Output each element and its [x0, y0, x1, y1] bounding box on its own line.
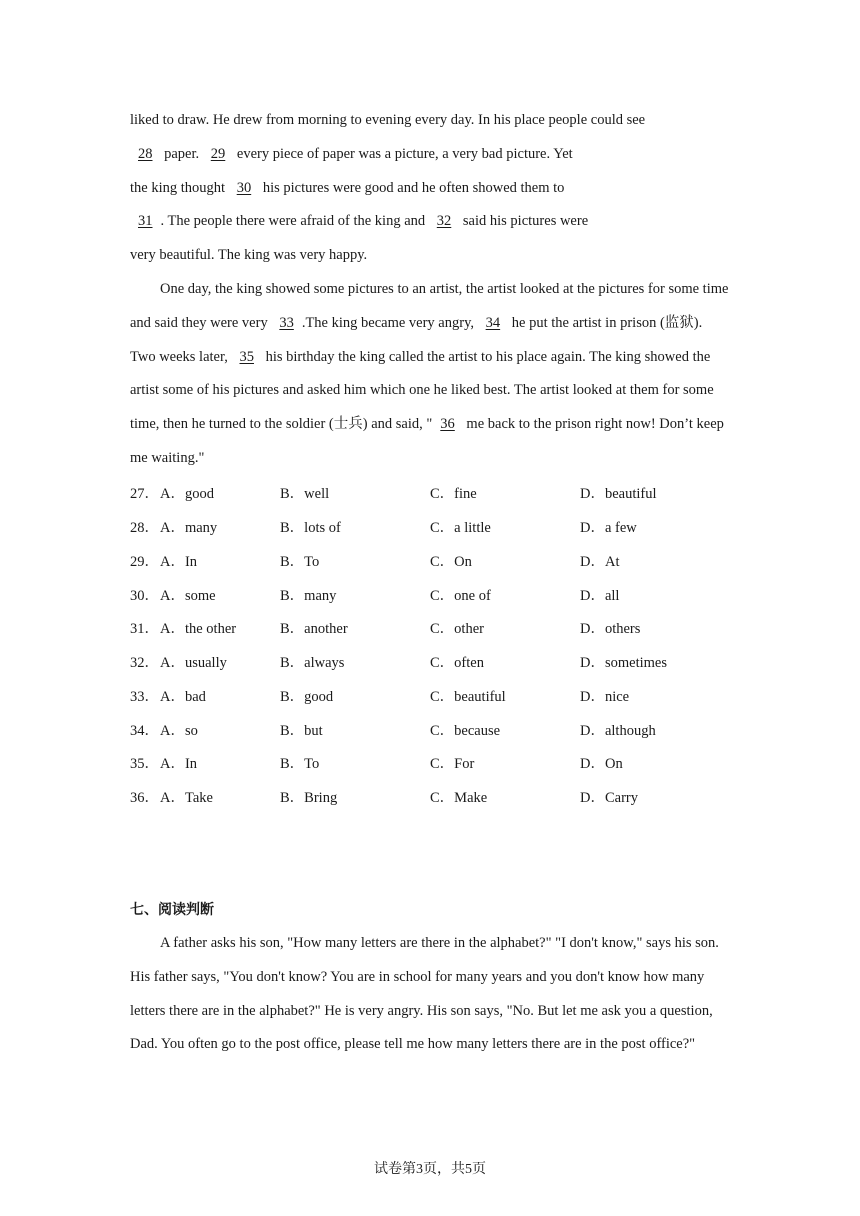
passage-text: One day, the king showed some pictures to an artist, the artist looked at the pictures for some time and said they were very	[130, 280, 729, 331]
question-number: 34．	[130, 723, 159, 739]
option-a: A．Take	[160, 790, 213, 806]
passage-line	[130, 104, 730, 138]
option-a: A．the other	[160, 621, 237, 637]
passage-text: .The king became very angry,	[301, 314, 478, 331]
passage-text: liked to draw. He drew from morning to evening every day. In his place people could see	[130, 112, 646, 128]
option-c: C．one of	[430, 588, 491, 604]
blank-34: 34	[485, 314, 501, 331]
passage-text: very beautiful. The king was very happy.	[130, 247, 368, 264]
question-number: 30．	[130, 588, 159, 604]
option-a: A．In	[160, 756, 198, 772]
question-row	[130, 680, 750, 714]
passage-line	[130, 239, 730, 273]
passage-text: every piece of paper was a picture, a very bad picture. Yet	[233, 145, 573, 162]
question-row	[130, 747, 750, 781]
option-c: C．other	[430, 621, 484, 637]
option-b: B．To	[280, 756, 320, 772]
option-b: B．another	[280, 621, 348, 637]
cloze-passage	[130, 104, 730, 476]
section-title: 七、阅读判断	[130, 902, 214, 918]
blank-32: 32	[436, 213, 452, 230]
option-d: D．Carry	[580, 790, 638, 806]
question-row	[130, 477, 750, 511]
option-d: D．sometimes	[580, 655, 667, 671]
passage-text: said his pictures were	[459, 213, 589, 230]
blank-28: 28	[138, 145, 153, 162]
question-number: 33．	[130, 689, 159, 705]
option-b: B．well	[280, 486, 330, 502]
blank-33: 33	[279, 314, 294, 331]
option-d: D．a few	[580, 520, 637, 536]
blank-35: 35	[239, 348, 254, 365]
option-a: A．so	[160, 723, 198, 739]
question-row	[130, 579, 750, 613]
option-a: A．some	[160, 588, 216, 604]
passage-text: the king thought	[130, 179, 229, 196]
passage-text: his birthday the king called the artist to his place again. The king showed the artist some of his pictures and asked him which one he liked best. The artist looked at them for some time, then he turned to the soldier (士兵) and said, "	[130, 348, 714, 433]
question-number: 28．	[130, 520, 159, 536]
option-b: B．lots of	[280, 520, 341, 536]
option-a: A．bad	[160, 689, 206, 705]
passage-line	[130, 205, 730, 239]
passage-text: his pictures were good and he often showed them to	[259, 179, 565, 196]
question-number: 32．	[130, 655, 159, 671]
option-d: D．all	[580, 588, 620, 604]
option-d: D．others	[580, 621, 641, 637]
question-number: 27．	[130, 486, 159, 502]
option-a: A．usually	[160, 655, 227, 671]
question-row	[130, 511, 750, 545]
question-number: 36．	[130, 790, 159, 806]
option-a: A．good	[160, 486, 214, 502]
option-d: D．On	[580, 756, 623, 772]
passage-text: he put the artist in prison (监狱). Two weeks later,	[130, 314, 703, 365]
option-c: C．a little	[430, 520, 491, 536]
blank-29: 29	[210, 145, 226, 162]
option-b: B．many	[280, 588, 337, 604]
passage-text: me back to the prison right now! Don’t keep me waiting."	[130, 416, 724, 466]
reading-text: A father asks his son, "How many letters are there in the alphabet?" "I don't know," says his son. His father says, "You don't know? You are in school for many years and you don't know how many letters there are in the alphabet?" He is very angry. His son says, "No. But let me ask you a question, Dad. You often go to the post office, please tell me how many letters there are in the post office?"	[130, 935, 719, 1053]
option-d: D．At	[580, 554, 620, 570]
option-b: B．good	[280, 689, 334, 705]
option-c: C．because	[430, 723, 501, 739]
option-c: C．Make	[430, 790, 488, 806]
option-a: A．many	[160, 520, 218, 536]
option-c: C．often	[430, 655, 484, 671]
question-row	[130, 612, 750, 646]
question-row	[130, 781, 750, 815]
passage-text: . The people there were afraid of the king and	[160, 213, 429, 230]
passage-paragraph-2	[130, 273, 730, 476]
option-d: D．nice	[580, 689, 630, 705]
question-row	[130, 545, 750, 579]
question-row	[130, 646, 750, 680]
question-number: 29．	[130, 554, 159, 570]
blank-36: 36	[440, 416, 455, 433]
option-b: B．To	[280, 554, 320, 570]
option-d: D．beautiful	[580, 486, 657, 502]
option-a: A．In	[160, 554, 198, 570]
blank-30: 30	[236, 179, 252, 196]
reading-passage	[130, 927, 730, 1062]
passage-line	[130, 172, 730, 206]
option-b: B．Bring	[280, 790, 338, 806]
option-b: B．but	[280, 723, 323, 739]
question-number: 35．	[130, 756, 159, 772]
passage-text: paper.	[160, 145, 203, 162]
option-c: C．On	[430, 554, 472, 570]
question-row	[130, 714, 750, 748]
option-c: C．beautiful	[430, 689, 506, 705]
page-footer: 试卷第3页，共5页	[374, 1162, 486, 1177]
blank-31: 31	[138, 213, 153, 230]
option-c: C．For	[430, 756, 475, 772]
option-b: B．always	[280, 655, 345, 671]
option-d: D．although	[580, 723, 656, 739]
question-number: 31．	[130, 621, 159, 637]
option-c: C．fine	[430, 486, 477, 502]
passage-line	[130, 138, 730, 172]
